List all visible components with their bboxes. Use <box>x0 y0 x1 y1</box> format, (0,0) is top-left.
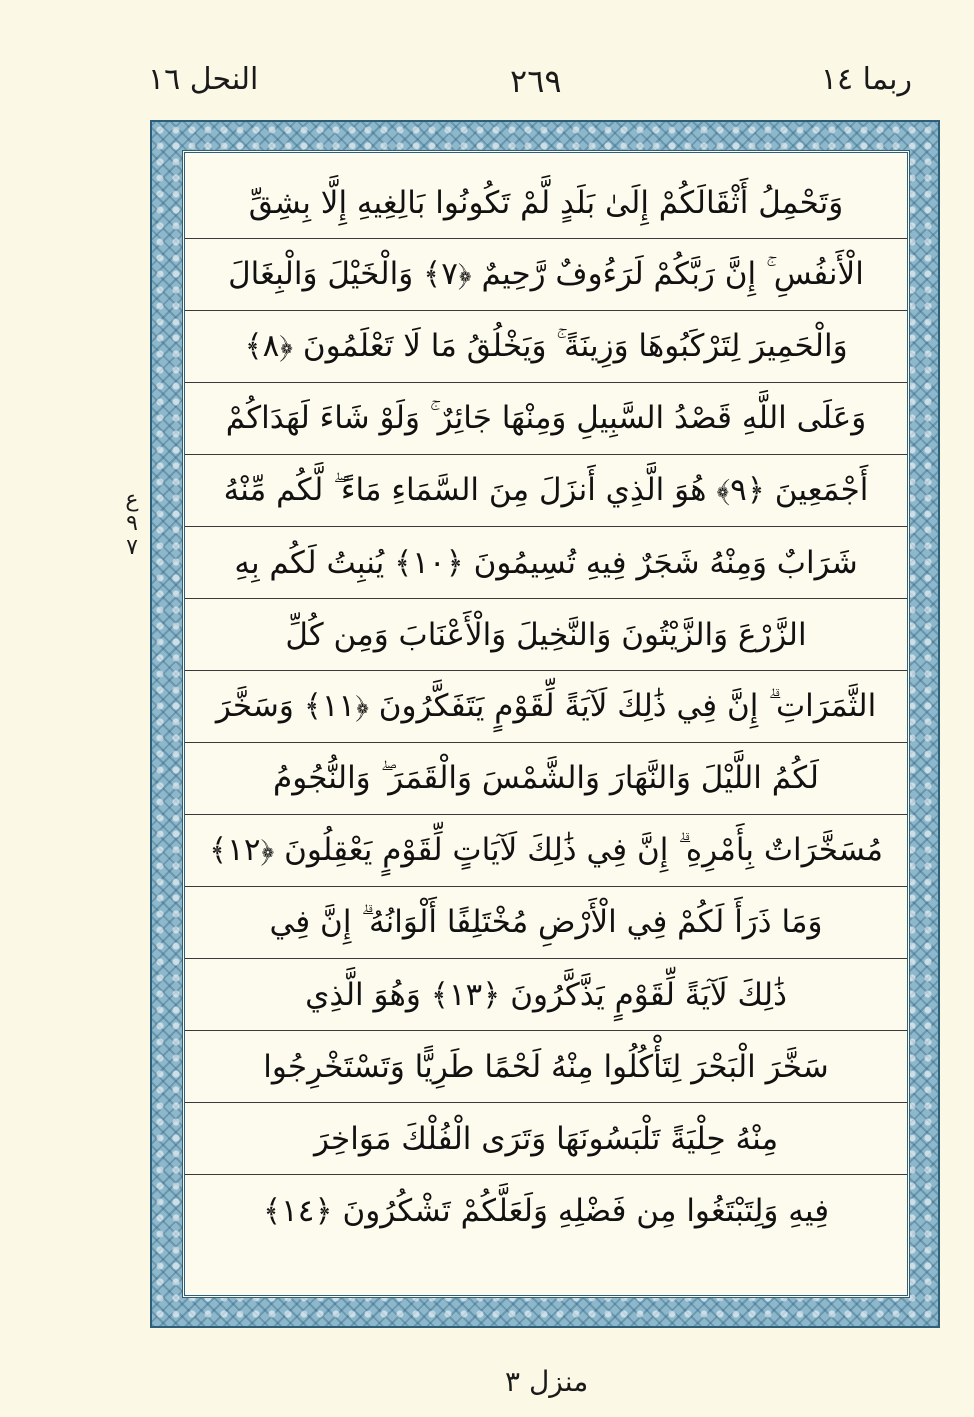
verse-line: مُسَخَّرَاتٌ بِأَمْرِهِ ۗ إِنَّ فِي ذَٰلِكَ لَآيَاتٍ لِّقَوْمٍ يَعْقِلُونَ ﴿١٢﴾ <box>185 815 907 887</box>
verse-line: الثَّمَرَاتِ ۗ إِنَّ فِي ذَٰلِكَ لَآيَةً لِّقَوْمٍ يَتَفَكَّرُونَ ﴿١١﴾ وَسَخَّرَ <box>185 671 907 743</box>
verse-line: لَكُمُ اللَّيْلَ وَالنَّهَارَ وَالشَّمْسَ وَالْقَمَرَ ۖ وَالنُّجُومُ <box>185 743 907 815</box>
verse-line: سَخَّرَ الْبَحْرَ لِتَأْكُلُوا مِنْهُ لَحْمًا طَرِيًّا وَتَسْتَخْرِجُوا <box>185 1031 907 1103</box>
verse-line: وَالْحَمِيرَ لِتَرْكَبُوهَا وَزِينَةً ۚ وَيَخْلُقُ مَا لَا تَعْلَمُونَ ﴿٨﴾ <box>185 311 907 383</box>
ruku-marker: ع ٩ ٧ <box>125 487 139 561</box>
verse-line: أَجْمَعِينَ ﴿٩﴾ هُوَ الَّذِي أَنزَلَ مِنَ السَّمَاءِ مَاءً ۖ لَّكُم مِّنْهُ <box>185 455 907 527</box>
text-frame <box>182 150 910 1298</box>
verse-line: شَرَابٌ وَمِنْهُ شَجَرٌ فِيهِ تُسِيمُونَ ﴿١٠﴾ يُنبِتُ لَكُم بِهِ <box>185 527 907 599</box>
verse-line: وَمَا ذَرَأَ لَكُمْ فِي الْأَرْضِ مُخْتَلِفًا أَلْوَانُهُ ۗ إِنَّ فِي <box>185 887 907 959</box>
juz-label: ربما ١٤ <box>820 62 912 97</box>
verse-line: الْأَنفُسِ ۚ إِنَّ رَبَّكُمْ لَرَءُوفٌ رَّحِيمٌ ﴿٧﴾ وَالْخَيْلَ وَالْبِغَالَ <box>185 239 907 311</box>
manzil-label: منزل ٣ <box>505 1365 589 1398</box>
page-number: ٢٦٩ <box>510 62 562 100</box>
verse-line: فِيهِ وَلِتَبْتَغُوا مِن فَضْلِهِ وَلَعَلَّكُمْ تَشْكُرُونَ ﴿١٤﴾ <box>262 1193 830 1229</box>
verse-line: ذَٰلِكَ لَآيَةً لِّقَوْمٍ يَذَّكَّرُونَ ﴿١٣﴾ وَهُوَ الَّذِي <box>185 959 907 1031</box>
verse-line: مِنْهُ حِلْيَةً تَلْبَسُونَهَا وَتَرَى الْفُلْكَ مَوَاخِرَ <box>185 1103 907 1175</box>
verse-lines <box>185 167 907 1247</box>
verse-line: وَعَلَى اللَّهِ قَصْدُ السَّبِيلِ وَمِنْهَا جَائِرٌ ۚ وَلَوْ شَاءَ لَهَدَاكُمْ <box>185 383 907 455</box>
verse-line: وَتَحْمِلُ أَثْقَالَكُمْ إِلَىٰ بَلَدٍ لَّمْ تَكُونُوا بَالِغِيهِ إِلَّا بِشِقِّ <box>185 167 907 239</box>
surah-label: النحل ١٦ <box>148 62 259 97</box>
verse-line: الزَّرْعَ وَالزَّيْتُونَ وَالنَّخِيلَ وَالْأَعْنَابَ وَمِن كُلِّ <box>185 599 907 671</box>
